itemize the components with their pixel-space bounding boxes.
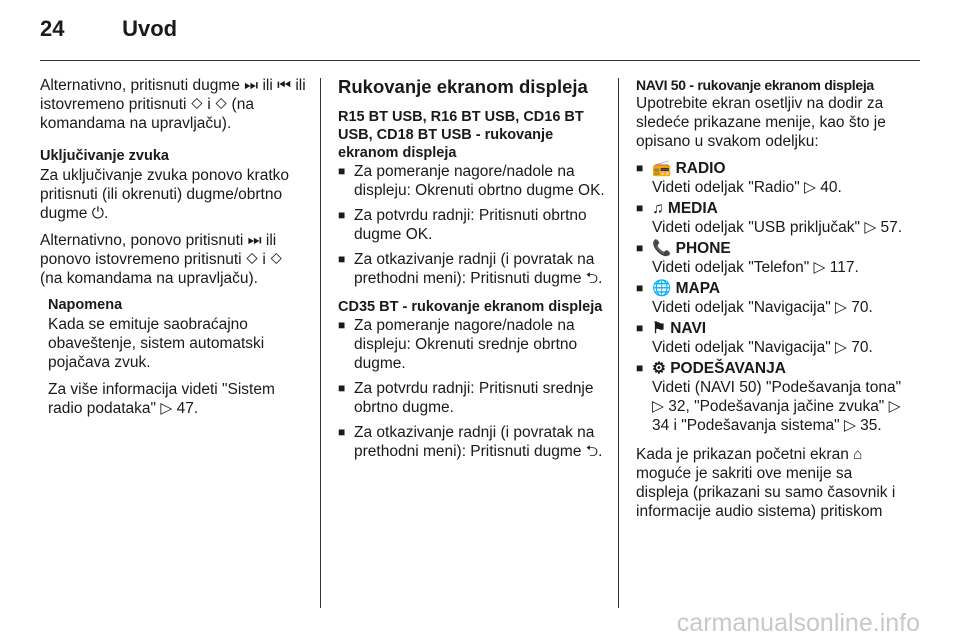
page-title: Uvod [122, 16, 178, 41]
note-box [40, 296, 308, 418]
note-text: Za više informacija videti "Sistem radio podataka" ▷ 47. [48, 381, 275, 417]
instruction-list [338, 162, 606, 288]
paragraph: Upotrebite ekran osetljiv na dodir za sledeće prikazane menije, kao što je opisano u svakom odeljku: [636, 95, 886, 150]
menu-desc: Videti odeljak "Telefon" ▷ 117. [652, 259, 859, 276]
menu-desc: Videti odeljak "Navigacija" ▷ 70. [652, 299, 873, 316]
menu-desc: Videti odeljak "Navigacija" ▷ 70. [652, 339, 873, 356]
page-header [40, 16, 177, 42]
paragraph: Alternativno, ponovo pritisnuti ⏭ ili ponovo istovremeno pritisnuti ◇ i ◇ (na komandama na upravljaču). [40, 232, 283, 287]
column-1 [40, 76, 308, 426]
menu-label-mapa: 🌐 MAPA [652, 280, 721, 297]
note-text: Kada se emituje saobraćajno obaveštenje, sistem automatski pojačava zvuk. [48, 316, 265, 371]
section-heading-unmute: Uključivanje zvuka [40, 148, 169, 164]
list-item [636, 199, 908, 237]
list-item: ■ Za potvrdu radnji: Pritisnuti srednje obrtno dugme. [338, 379, 606, 417]
list-item [636, 279, 908, 317]
instruction-list [338, 316, 606, 461]
list-item [636, 159, 908, 197]
watermark: carmanualsonline.info [676, 609, 920, 637]
section-title: Rukovanje ekranom displeja [338, 76, 588, 97]
paragraph: Za uključivanje zvuka ponovo kratko pritisnuti (ili okrenuti) dugme/obrtno dugme ⏻. [40, 167, 289, 222]
list-item [636, 319, 908, 357]
list-item: ■ Za otkazivanje radnji (i povratak na prethodni meni): Pritisnuti dugme ⮌. [338, 423, 606, 461]
section-heading-navi50: NAVI 50 - rukovanje ekranom displeja [636, 77, 874, 93]
column-divider-2 [618, 78, 619, 608]
list-item [636, 359, 908, 435]
column-2 [338, 76, 606, 471]
paragraph: Alternativno, pritisnuti dugme ⏭ ili ⏮ ili istovremeno pritisnuti ◇ i ◇ (na komandama na upravljaču). [40, 77, 306, 132]
menu-desc: Videti odeljak "USB priključak" ▷ 57. [652, 219, 903, 236]
list-item: ■ Za pomeranje nagore/nadole na displeju: Okrenuti obrtno dugme OK. [338, 162, 606, 200]
menu-label-media: ♫ MEDIA [652, 200, 718, 217]
menu-label-radio: 📻 RADIO [652, 160, 726, 177]
menu-desc: Videti (NAVI 50) "Podešavanja tona" ▷ 32, "Podešavanja jačine zvuka" ▷ 34 i "Podešavanja sistema" ▷ 35. [652, 379, 902, 434]
header-rule [40, 60, 920, 61]
list-item: ■ Za pomeranje nagore/nadole na displeju: Okrenuti srednje obrtno dugme. [338, 316, 606, 373]
menu-list [636, 159, 908, 435]
menu-label-navi: ⚑ NAVI [652, 320, 707, 337]
column-3 [636, 76, 908, 521]
paragraph: Kada je prikazan početni ekran ⌂ moguće je sakriti ove menije sa displeja (prikazani su samo časovnik i informacije audio sistema) pritiskom [636, 446, 896, 520]
list-item [636, 239, 908, 277]
menu-desc: Videti odeljak "Radio" ▷ 40. [652, 179, 842, 196]
list-item: ■ Za otkazivanje radnji (i povratak na prethodni meni): Pritisnuti dugme ⮌. [338, 250, 606, 288]
subsection-heading: CD35 BT - rukovanje ekranom displeja [338, 299, 603, 315]
menu-label-phone: 📞 PHONE [652, 240, 731, 257]
menu-label-settings: ⚙ PODEŠAVANJA [652, 360, 786, 377]
note-heading: Napomena [48, 297, 123, 313]
page-number: 24 [40, 16, 65, 41]
column-divider-1 [320, 78, 321, 608]
list-item: ■ Za potvrdu radnji: Pritisnuti obrtno dugme OK. [338, 206, 606, 244]
subsection-heading: R15 BT USB, R16 BT USB, CD16 BT USB, CD18 BT USB - rukovanje ekranom displeja [338, 109, 584, 161]
